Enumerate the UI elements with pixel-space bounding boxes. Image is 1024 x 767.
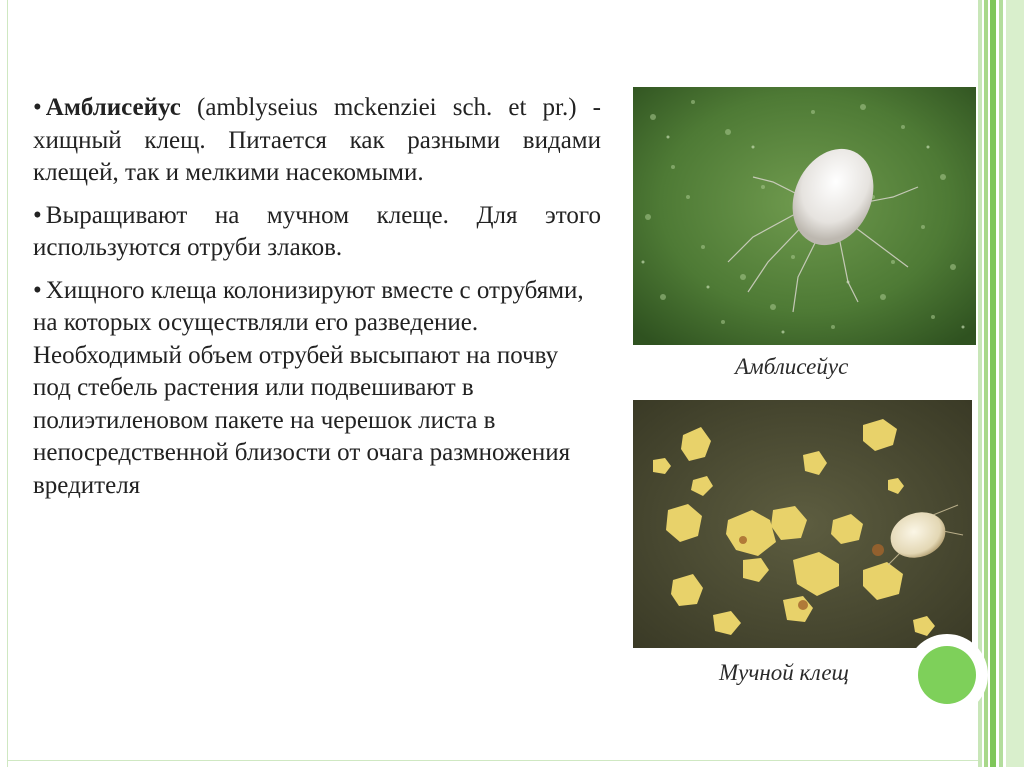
decor-stripe — [984, 0, 988, 767]
term-amblyseius: Амблисейус — [45, 94, 181, 121]
paragraph-breeding — [33, 200, 601, 265]
decor-stripe — [990, 0, 996, 767]
bullet-icon: • — [33, 201, 42, 229]
decor-left-line — [7, 0, 8, 767]
amblyseius-caption: Амблисейус — [735, 354, 849, 379]
flour-mite-caption: Мучной клещ — [719, 660, 849, 685]
paragraph-colonization — [33, 275, 601, 503]
slide-text — [33, 92, 601, 512]
bullet-icon: • — [33, 276, 42, 304]
flour-mite-photo — [633, 400, 972, 648]
paragraph-text: (amblyseius mckenziei sch. et pr.) - хищный клещ. Питается как разными видами клещей, так и мелкими насекомыми. — [33, 94, 601, 186]
paragraph-amblyseius — [33, 92, 601, 190]
paragraph-text: Выращивают на мучном клеще. Для этого используются отруби злаков. — [33, 201, 601, 261]
bullet-icon: • — [33, 94, 42, 121]
amblyseius-photo — [633, 87, 976, 345]
decor-bottom-line — [7, 760, 978, 761]
decor-green-circle — [918, 646, 976, 704]
decor-stripe — [1006, 0, 1024, 767]
decor-stripe — [999, 0, 1003, 767]
paragraph-text: Хищного клеща колонизируют вместе с отрубями, на которых осуществляли его разведение. Необходимый объем отрубей высыпают на почву под стебель растения или подвешивают в полиэтиленовом пакете на черешок листа в непосредственной близости от очага размножения вредителя — [33, 276, 584, 499]
